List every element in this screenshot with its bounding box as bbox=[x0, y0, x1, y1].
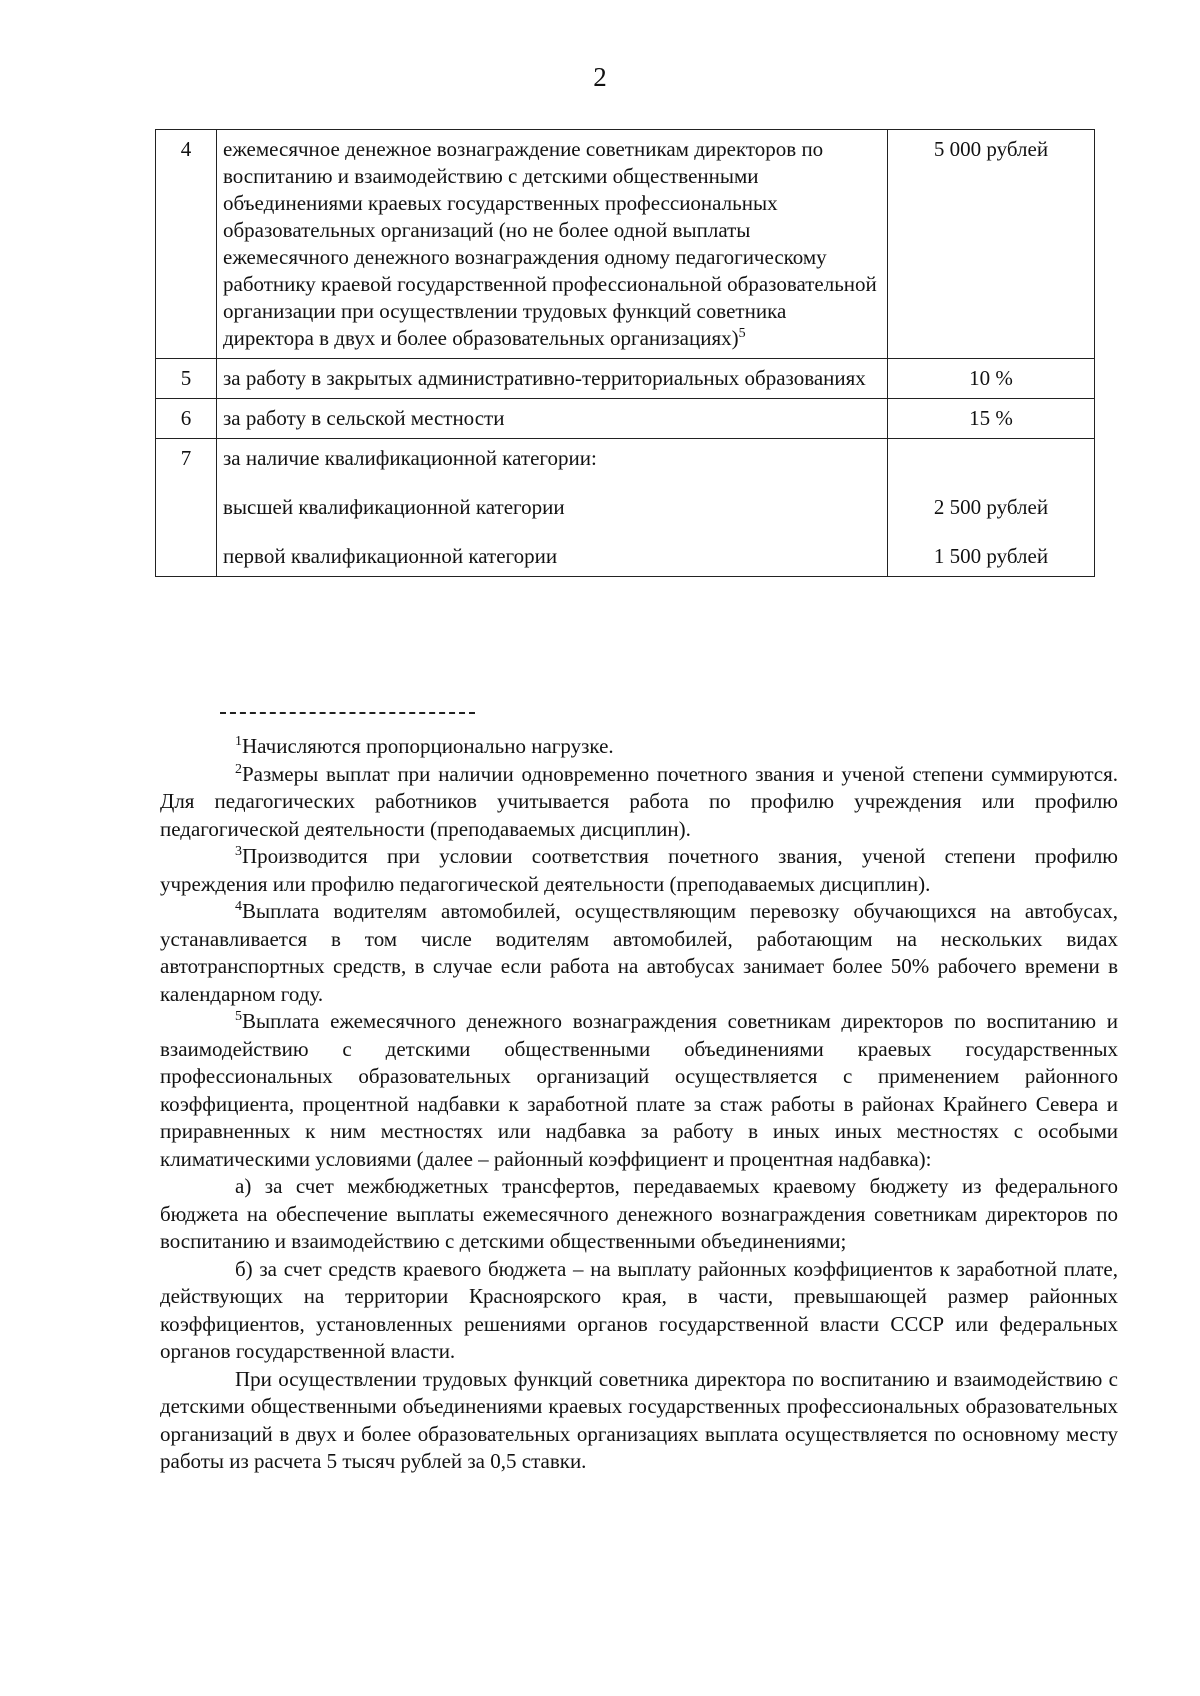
footnote bbox=[160, 898, 1118, 1008]
footnote bbox=[160, 761, 1118, 844]
page-number: 2 bbox=[593, 62, 607, 92]
row-description: за работу в сельской местности bbox=[217, 399, 888, 439]
row-number: 5 bbox=[156, 359, 217, 399]
table-row bbox=[156, 399, 1095, 439]
footnote-mark: 1 bbox=[235, 734, 242, 749]
subrow-amount: 2 500 рублей bbox=[933, 495, 1049, 519]
category-heading: за наличие квалификационной категории: bbox=[223, 446, 597, 470]
subrow-description: первой квалификационной категории bbox=[223, 544, 558, 568]
footnote-paragraph bbox=[160, 1366, 1118, 1476]
footnote-mark: 2 bbox=[235, 761, 242, 777]
table-row bbox=[156, 130, 1095, 359]
footnote-text: Производится при условии соответствия почетного звания, ученой степени профилю учреждения или профилю педагогической деятельности (преподаваемых дисциплин). bbox=[160, 844, 1118, 896]
row-amount: 10 % bbox=[888, 359, 1095, 399]
subrow-description: высшей квалификационной категории bbox=[223, 495, 565, 519]
footnote-mark: 5 bbox=[738, 326, 746, 341]
footnote-text: Выплата ежемесячного денежного вознаграждения советникам директоров по воспитанию и взаимодействию с детскими общественными объединениями краевых государственных профессиональных образовательных организаций осуществляется с применением районного коэффициента, процентной надбавки к заработной плате за стаж работы в районах Крайнего Севера и приравненных к ним местностях или надбавка за работу в иных иных местностях с особыми климатическими условиями (далее – районный коэффициент и процентная надбавка): bbox=[160, 1009, 1118, 1171]
subrow-amount bbox=[894, 445, 1088, 494]
footnote-text: а) за счет межбюджетных трансфертов, передаваемых краевому бюджету из федерального бюджета на обеспечение выплаты ежемесячного денежного вознаграждения советникам директоров по воспитанию и взаимодействию с детскими общественными объединениями; bbox=[160, 1174, 1118, 1253]
footnote-paragraph bbox=[160, 1173, 1118, 1256]
row-amount bbox=[888, 439, 1095, 577]
payment-table bbox=[155, 129, 1095, 577]
table-row bbox=[156, 359, 1095, 399]
footnote-text: б) за счет средств краевого бюджета – на выплату районных коэффициентов к заработной плате, действующих на территории Красноярского края, в части, превышающей размер районных коэффициентов, установленных решениями органов государственной власти СССР или федеральных органов государственной власти. bbox=[160, 1256, 1118, 1363]
row-number: 7 bbox=[156, 439, 217, 577]
row-number: 4 bbox=[156, 130, 217, 359]
footnote-mark: 5 bbox=[235, 1009, 242, 1024]
description-text: ежемесячное денежное вознаграждение советникам директоров по воспитанию и взаимодействию с детскими общественными объединениями краевых государственных профессиональных образовательных организаций (но не более одной выплаты ежемесячного денежного вознаграждения одному педагогическому работнику краевой государственной профессиональной образовательной организации при осуществлении трудовых функций советника директора в двух и более образовательных организациях) bbox=[223, 137, 877, 350]
footnote bbox=[160, 843, 1118, 898]
footnote bbox=[160, 733, 1118, 761]
footnote-paragraph bbox=[160, 1256, 1118, 1366]
footnotes bbox=[160, 733, 1118, 1476]
footnote-mark: 3 bbox=[235, 844, 242, 859]
footnote-text: Начисляются пропорционально нагрузке. bbox=[242, 734, 614, 758]
subrow-amount: 1 500 рублей bbox=[933, 544, 1049, 568]
footnote-text: Выплата водителям автомобилей, осуществляющим перевозку обучающихся на автобусах, устанавливается в том числе водителям автомобилей, работающим на нескольких видах автотранспортных средств, в случае если работа на автобусах занимает более 50% рабочего времени в календарном году. bbox=[160, 899, 1118, 1006]
row-description bbox=[217, 439, 888, 577]
row-description bbox=[217, 130, 888, 359]
row-number: 6 bbox=[156, 399, 217, 439]
row-amount: 5 000 рублей bbox=[888, 130, 1095, 359]
footnote-text: При осуществлении трудовых функций советника директора по воспитанию и взаимодействию с детскими общественными объединениями краевых государственных профессиональных образовательных организаций в двух и более образовательных организациях выплата осуществляется по основному месту работы из расчета 5 тысяч рублей за 0,5 ставки. bbox=[160, 1366, 1118, 1473]
footnote bbox=[160, 1008, 1118, 1173]
table-row bbox=[156, 439, 1095, 577]
row-amount: 15 % bbox=[888, 399, 1095, 439]
row-description: за работу в закрытых административно-территориальных образованиях bbox=[217, 359, 888, 399]
footnote-separator bbox=[220, 712, 475, 714]
footnote-mark: 4 bbox=[235, 899, 242, 914]
footnote-text: Размеры выплат при наличии одновременно почетного звания и ученой степени суммируются. Для педагогических работников учитывается работа по профилю учреждения или профилю педагогической деятельности (преподаваемых дисциплин). bbox=[160, 761, 1118, 841]
